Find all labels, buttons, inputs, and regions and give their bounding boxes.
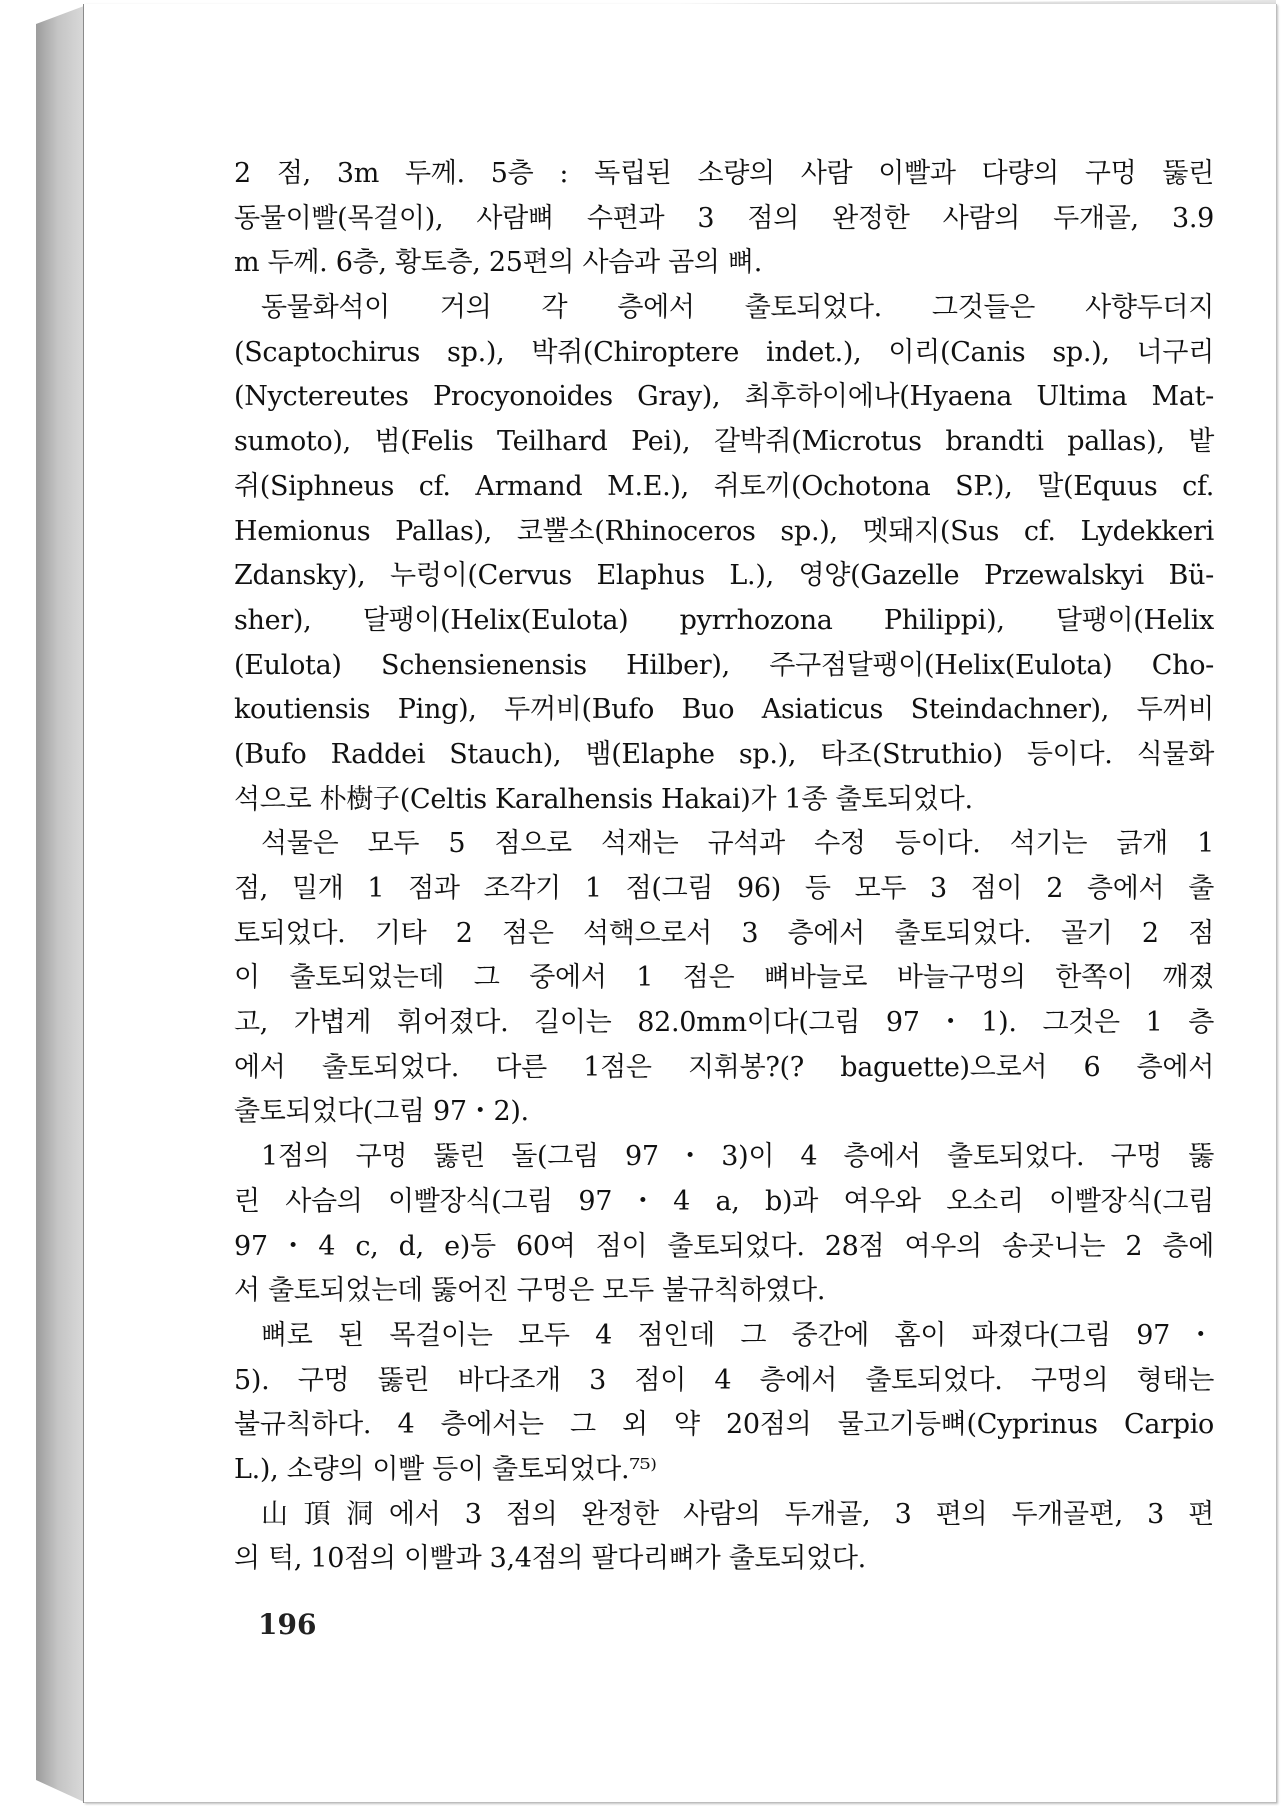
text-line: 5). 구멍 뚫린 바다조개 3 점이 4 층에서 출토되었다. 구멍의 형태는 (234, 1364, 1214, 1396)
text-line: (Scaptochirus sp.), 박쥐(Chiroptere indet.), 이리(Canis sp.), 너구리 (234, 336, 1214, 368)
text-line: 불규칙하다. 4 층에서는 그 외 약 20점의 물고기등뼈(Cyprinus Carpio (234, 1409, 1214, 1441)
text-line: sher), 달팽이(Helix(Eulota) pyrrhozona Philippi), 달팽이(Helix (234, 604, 1214, 636)
text-line: L.), 소량의 이빨 등이 출토되었다.⁷⁵⁾ (234, 1453, 657, 1485)
text-line: (Eulota) Schensienensis Hilber), 주구점달팽이(Helix(Eulota) Cho- (234, 649, 1214, 681)
text-line: 쥐(Siphneus cf. Armand M.E.), 쥐토끼(Ochotona SP.), 말(Equus cf. (234, 470, 1214, 502)
text-line: 동물이빨(목걸이), 사람뼈 수편과 3 점의 완정한 사람의 두개골, 3.9 (234, 202, 1214, 234)
text-line: 고, 가볍게 휘어졌다. 길이는 82.0mm이다(그림 97・1). 그것은 1 층 (234, 1007, 1214, 1039)
page-number: 196 (258, 1608, 317, 1641)
body-text (234, 152, 1214, 1582)
text-line: 석으로 朴樹子(Celtis Karalhensis Hakai)가 1종 출토되었다. (234, 783, 973, 815)
text-line: 의 턱, 10점의 이빨과 3,4점의 팔다리뼈가 출토되었다. (234, 1543, 866, 1575)
text-line: 서 출토되었는데 뚫어진 구멍은 모두 불규칙하였다. (234, 1275, 826, 1307)
text-line: 동물화석이 거의 각 층에서 출토되었다. 그것들은 사향두더지 (261, 292, 1214, 324)
text-line: Zdansky), 누렁이(Cervus Elaphus L.), 영양(Gazelle Przewalskyi Bü- (234, 560, 1214, 592)
text-line: 석물은 모두 5 점으로 석재는 규석과 수정 등이다. 석기는 긁개 1 (261, 828, 1214, 860)
text-line: 뼈로 된 목걸이는 모두 4 점인데 그 중간에 홈이 파졌다(그림 97・ (261, 1319, 1214, 1351)
text-line: 출토되었다(그림 97・2). (234, 1096, 529, 1128)
text-line: 점, 밀개 1 점과 조각기 1 점(그림 96) 등 모두 3 점이 2 층에서 출 (234, 873, 1214, 904)
book-spine (36, 6, 84, 1802)
book-page (84, 4, 1277, 1803)
text-line: Hemionus Pallas), 코뿔소(Rhinoceros sp.), 멧돼지(Sus cf. Lydekkeri (234, 515, 1214, 547)
text-line: 山頂洞에서 3 점의 완정한 사람의 두개골, 3 편의 두개골편, 3 편 (261, 1498, 1214, 1530)
text-line: 1점의 구멍 뚫린 돌(그림 97・3)이 4 층에서 출토되었다. 구멍 뚫 (261, 1141, 1214, 1173)
text-line: 2 점, 3m 두께. 5층 : 독립된 소량의 사람 이빨과 다량의 구멍 뚫린 (234, 158, 1214, 189)
text-line: 에서 출토되었다. 다른 1점은 지휘봉?(? baguette)으로서 6 층에서 (234, 1051, 1214, 1083)
text-line: (Bufo Raddei Stauch), 뱀(Elaphe sp.), 타조(Struthio) 등이다. 식물화 (234, 738, 1214, 770)
text-line: 토되었다. 기타 2 점은 석핵으로서 3 층에서 출토되었다. 골기 2 점 (234, 917, 1214, 949)
text-line: sumoto), 범(Felis Teilhard Pei), 갈박쥐(Microtus brandti pallas), 밭 (234, 426, 1214, 458)
text-line: m 두께. 6층, 황토층, 25편의 사슴과 곰의 뼈. (234, 247, 762, 279)
text-line: 린 사슴의 이빨장식(그림 97・4 a, b)과 여우와 오소리 이빨장식(그림 (234, 1185, 1214, 1217)
text-line: 97・4 c, d, e)등 60여 점이 출토되었다. 28점 여우의 송곳니는 2 층에 (234, 1230, 1214, 1262)
text-line: 이 출토되었는데 그 중에서 1 점은 뼈바늘로 바늘구멍의 한쪽이 깨졌 (234, 962, 1214, 994)
text-line: (Nyctereutes Procyonoides Gray), 최후하이에나(Hyaena Ultima Mat- (234, 381, 1214, 413)
text-line: koutiensis Ping), 두꺼비(Bufo Buo Asiaticus Steindachner), 두꺼비 (234, 694, 1214, 726)
